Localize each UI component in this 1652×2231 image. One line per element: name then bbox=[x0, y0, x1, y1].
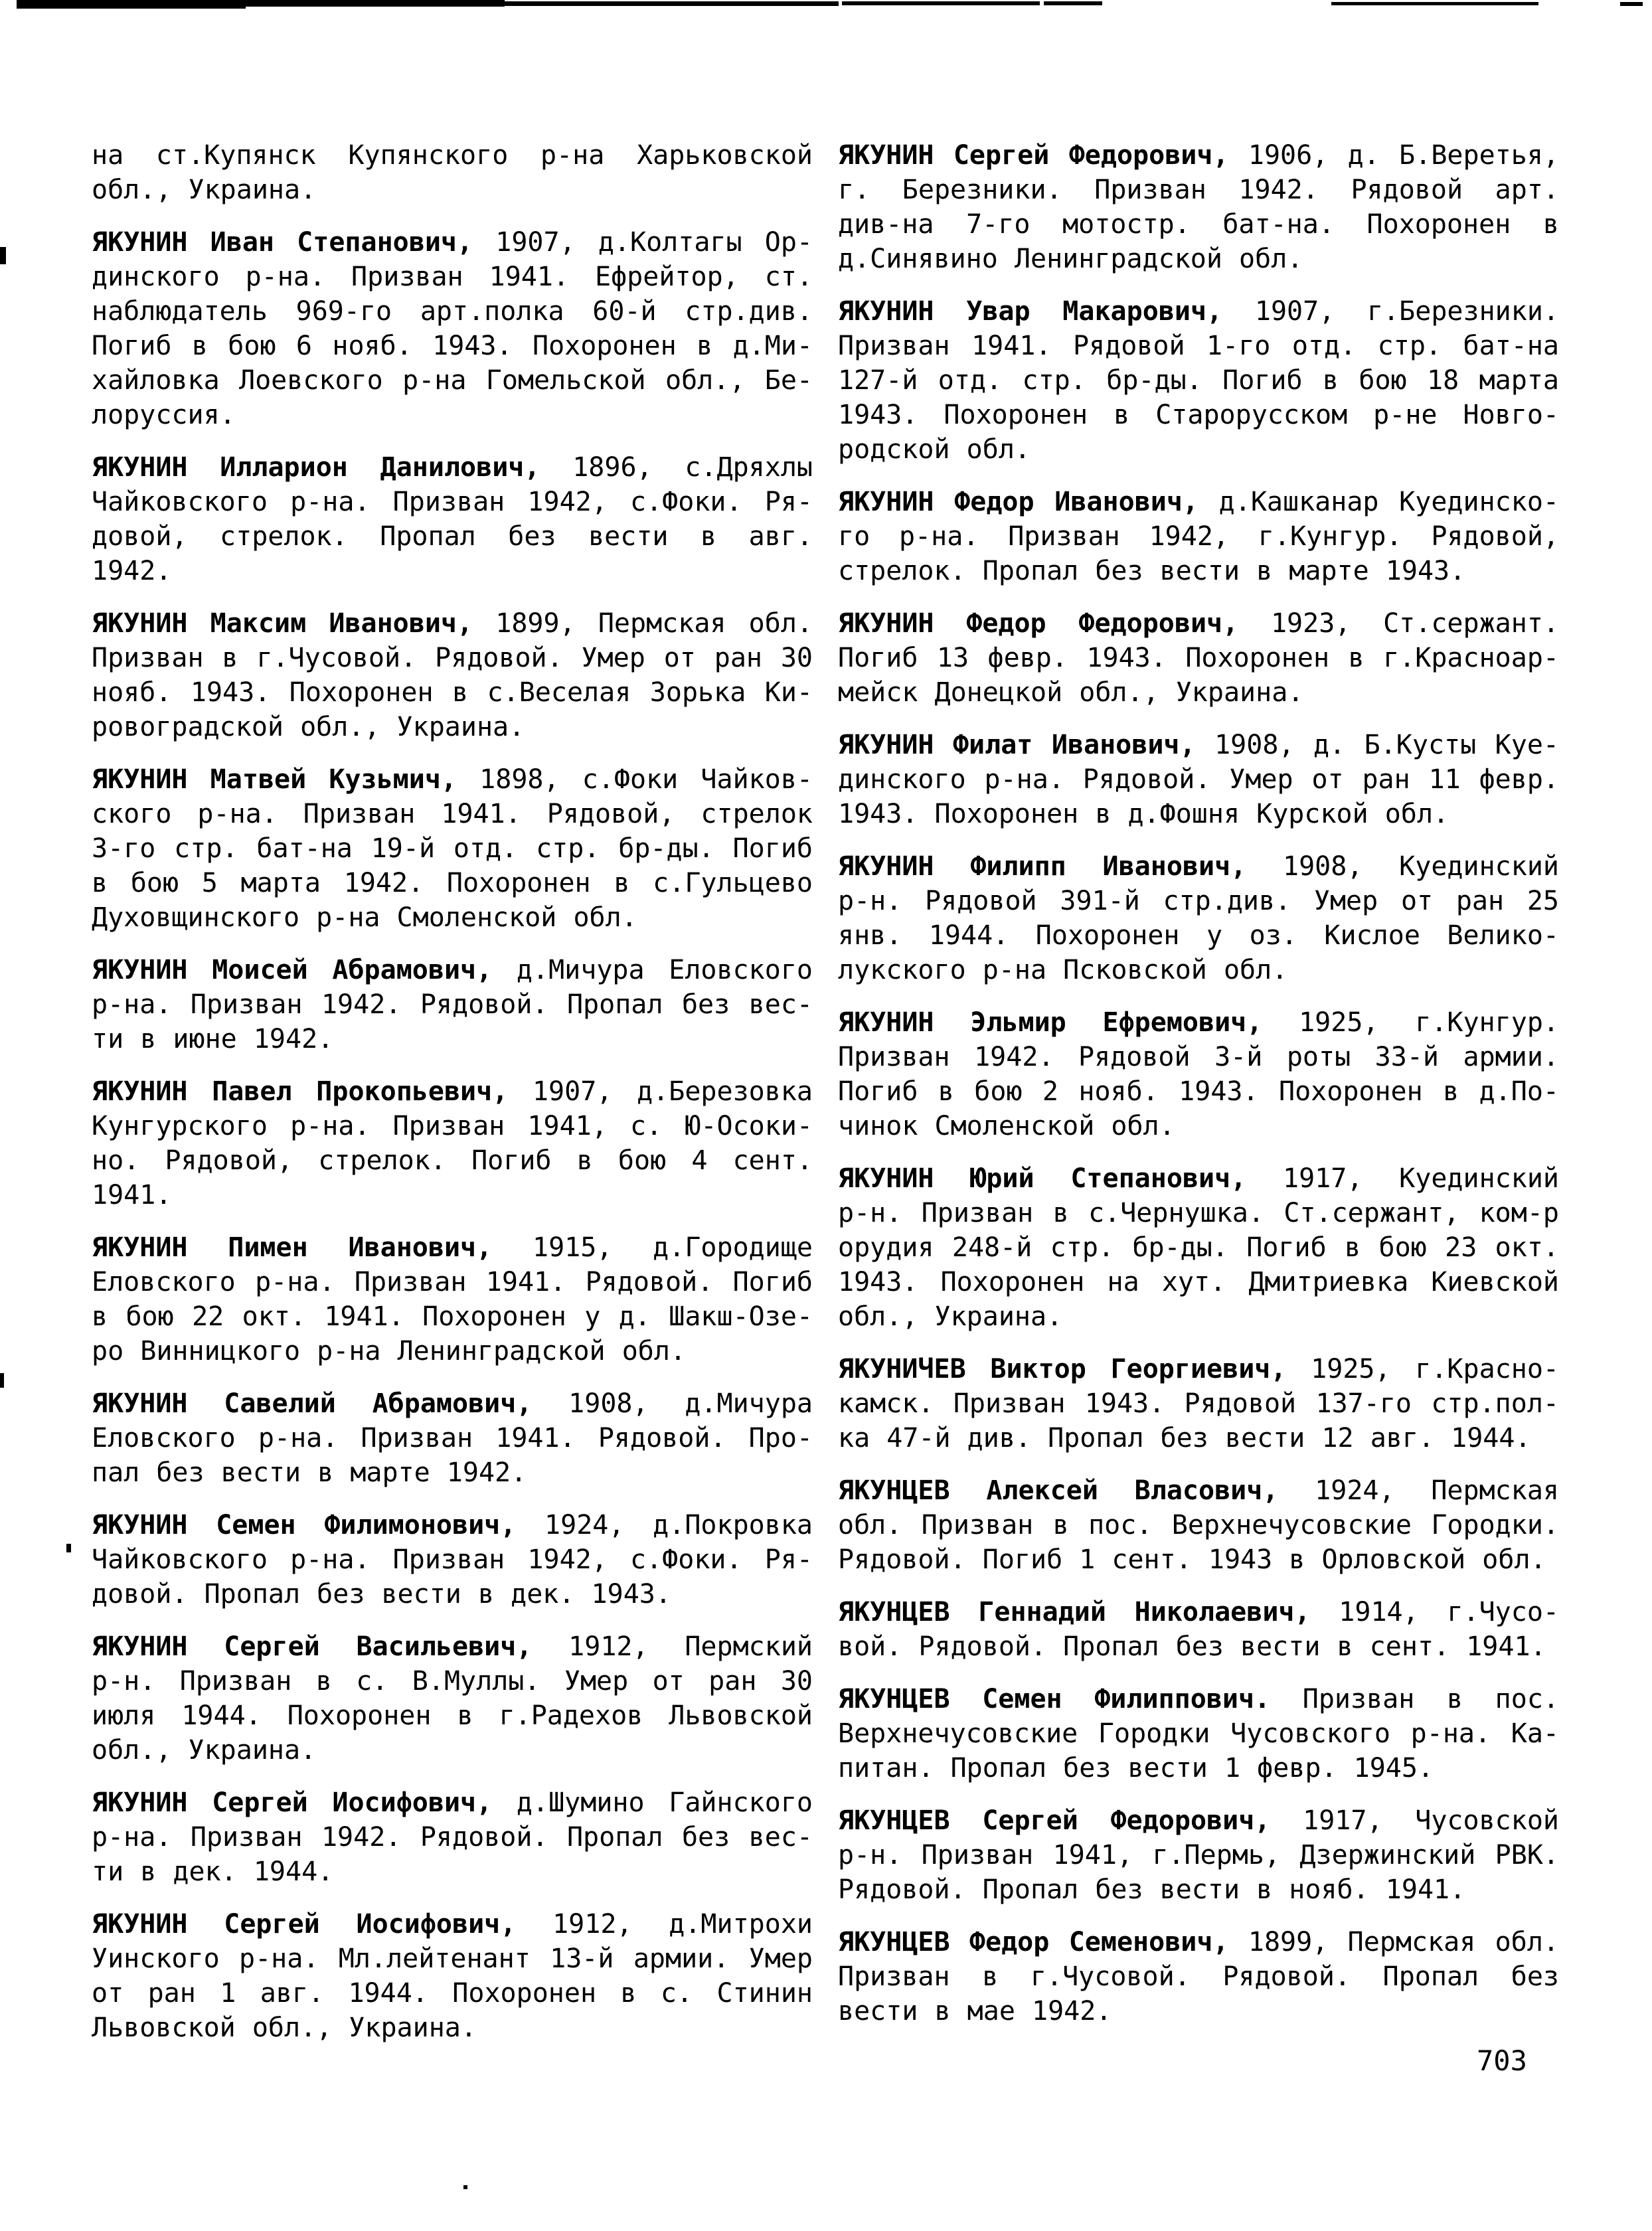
entry-line: Духовщинского р-на Смоленской обл. bbox=[92, 902, 637, 933]
memorial-entry bbox=[92, 953, 813, 1056]
memorial-entry bbox=[92, 1074, 813, 1212]
entry-surname: ЯКУНИН Увар Макарович, bbox=[838, 296, 1223, 327]
entry-first-line: ЯКУНИН Филипп Иванович, 1908, Куединский bbox=[838, 851, 1559, 882]
entry-line: обл., Украина. bbox=[838, 1301, 1063, 1332]
entry-line: в бою 5 марта 1942. Похоронен в с.Гульцево bbox=[92, 868, 813, 898]
entry-line: ро Винницкого р-на Ленинградской обл. bbox=[92, 1336, 687, 1366]
entry-surname: ЯКУНИН Моисей Абрамович, bbox=[92, 955, 493, 985]
entry-line: наблюдатель 969-го арт.полка 60-й стр.див. bbox=[92, 296, 813, 327]
entry-first-line: ЯКУНИН Эльмир Ефремович, 1925, г.Кунгур. bbox=[838, 1007, 1559, 1038]
entry-first-line: ЯКУНИН Сергей Иосифович, д.Шумино Гайнского bbox=[92, 1787, 813, 1818]
entry-surname: ЯКУНИН Павел Прокопьевич, bbox=[92, 1076, 509, 1107]
entry-first-line: ЯКУНИН Федор Федорович, 1923, Ст.сержант. bbox=[838, 608, 1559, 639]
memorial-entry bbox=[92, 225, 813, 432]
memorial-entry bbox=[838, 294, 1559, 467]
entry-line: г. Березники. Призван 1942. Рядовой арт. bbox=[838, 175, 1559, 205]
entry-line: динского р-на. Рядовой. Умер от ран 11 февр. bbox=[838, 764, 1559, 795]
entry-first-line: ЯКУНЦЕВ Федор Семенович, 1899, Пермская обл. bbox=[838, 1927, 1560, 1957]
entry-line: 1941. bbox=[92, 1180, 172, 1210]
entry-first-line: ЯКУНИН Увар Макарович, 1907, г.Березники. bbox=[838, 296, 1559, 327]
entry-line: вести в мае 1942. bbox=[838, 1996, 1112, 2026]
entry-line: Чайковского р-на. Призван 1942, с.Фоки. Ря- bbox=[92, 1544, 813, 1575]
entry-surname: ЯКУНИН Эльмир Ефремович, bbox=[838, 1007, 1263, 1038]
entry-line: Призван в г.Чусовой. Рядовой. Пропал без bbox=[838, 1961, 1559, 1992]
entry-line: орудия 248-й стр. бр-ды. Погиб в бою 23 окт. bbox=[838, 1232, 1559, 1263]
scan-artifact-bar bbox=[17, 0, 246, 9]
entry-line: д.Синявино Ленинградской обл. bbox=[838, 244, 1303, 274]
entry-line: го р-на. Призван 1942, г.Кунгур. Рядовой, bbox=[838, 521, 1559, 552]
entry-line: камск. Призван 1943. Рядовой 137-го стр.пол- bbox=[838, 1388, 1559, 1419]
entry-first-line: ЯКУНЦЕВ Геннадий Николаевич, 1914, г.Чусо- bbox=[838, 1597, 1559, 1627]
scan-artifact-bar bbox=[503, 1, 839, 6]
entry-surname: ЯКУНИН Пимен Иванович, bbox=[92, 1232, 493, 1263]
entry-first-line: ЯКУНИЧЕВ Виктор Георгиевич, 1925, г.Красно- bbox=[838, 1354, 1559, 1384]
entry-first-line: ЯКУНИН Федор Иванович, д.Кашканар Куединско- bbox=[838, 487, 1559, 517]
entry-line: Уинского р-на. Мл.лейтенант 13-й армии. Умер bbox=[92, 1943, 813, 1974]
entry-surname: ЯКУНИН Максим Иванович, bbox=[92, 608, 473, 639]
memorial-entry bbox=[838, 485, 1559, 588]
entry-line: ка 47-й див. Пропал без вести 12 авг. 1944. bbox=[838, 1423, 1531, 1453]
entry-first-line: ЯКУНИН Павел Прокопьевич, 1907, д.Березовка bbox=[92, 1076, 813, 1107]
scan-artifact-speck bbox=[0, 1373, 4, 1388]
entry-first-line: ЯКУНИН Максим Иванович, 1899, Пермская обл. bbox=[92, 608, 813, 639]
memorial-entry bbox=[92, 1629, 813, 1768]
entry-line: обл., Украина. bbox=[92, 1735, 317, 1766]
entry-line: р-н. Рядовой 391-й стр.див. Умер от ран 25 bbox=[838, 886, 1559, 916]
memorial-entry bbox=[838, 728, 1559, 831]
entry-line: див-на 7-го мотостр. бат-на. Похоронен в bbox=[838, 209, 1559, 240]
entry-line: мейск Донецкой обл., Украина. bbox=[838, 677, 1304, 708]
entry-line: Призван 1942. Рядовой 3-й роты 33-й армии. bbox=[838, 1042, 1559, 1072]
memorial-entry bbox=[838, 1473, 1559, 1577]
entry-line: пал без вести в марте 1942. bbox=[92, 1457, 527, 1488]
entry-line: Рядовой. Погиб 1 сент. 1943 в Орловской обл. bbox=[838, 1544, 1546, 1575]
memorial-entry bbox=[92, 1785, 813, 1889]
memorial-entry bbox=[92, 1907, 813, 2045]
memorial-entry bbox=[838, 1595, 1559, 1664]
entry-first-line: ЯКУНИН Иван Степанович, 1907, д.Колтагы Ор- bbox=[92, 227, 813, 258]
entry-line: 1942. bbox=[92, 556, 172, 586]
memorial-entry bbox=[838, 138, 1559, 276]
entry-surname: ЯКУНИН Иван Степанович, bbox=[92, 227, 473, 258]
entry-first-line: ЯКУНИН Пимен Иванович, 1915, д.Городище bbox=[92, 1232, 813, 1263]
entry-surname: ЯКУНИН Семен Филимонович, bbox=[92, 1510, 517, 1540]
entry-first-line: ЯКУНИН Сергей Иосифович, 1912, д.Митрохи bbox=[92, 1909, 813, 1940]
entry-line: Погиб в бою 6 нояб. 1943. Похоронен в д.Ми- bbox=[92, 331, 813, 361]
entry-line: 1943. Похоронен в д.Фошня Курской обл. bbox=[838, 799, 1449, 829]
entry-line: ти в июне 1942. bbox=[92, 1024, 334, 1054]
entry-line: Погиб в бою 2 нояб. 1943. Похоронен в д.По- bbox=[838, 1076, 1559, 1107]
entry-line: июля 1944. Похоронен в г.Радехов Львовской bbox=[92, 1700, 813, 1731]
entry-first-line: ЯКУНЦЕВ Алексей Власович, 1924, Пермская bbox=[838, 1475, 1559, 1506]
entry-line: обл., Украина. bbox=[92, 175, 317, 205]
entry-surname: ЯКУНИН Матвей Кузьмич, bbox=[92, 764, 457, 795]
entry-line: Верхнечусовские Городки Чусовского р-на. Ка- bbox=[838, 1718, 1559, 1749]
entry-surname: ЯКУНИН Федор Иванович, bbox=[838, 487, 1198, 517]
entry-line: обл. Призван в пос. Верхнечусовские Городки. bbox=[838, 1510, 1559, 1540]
memorial-entry bbox=[92, 1508, 813, 1611]
entry-line: р-на. Призван 1942. Рядовой. Пропал без вес- bbox=[92, 989, 813, 1020]
memorial-entry bbox=[838, 1161, 1559, 1334]
memorial-entry bbox=[92, 138, 813, 207]
entry-line: Призван в г.Чусовой. Рядовой. Умер от ран 30 bbox=[92, 643, 813, 673]
entry-line: лукского р-на Псковской обл. bbox=[838, 955, 1288, 985]
entry-first-line: ЯКУНЦЕВ Сергей Федорович, 1917, Чусовской bbox=[838, 1805, 1559, 1836]
entry-line: Еловского р-на. Призван 1941. Рядовой. Погиб bbox=[92, 1267, 813, 1297]
entry-surname: ЯКУНИН Илларион Данилович, bbox=[92, 452, 540, 483]
scan-artifact-bar bbox=[246, 0, 505, 7]
entry-line: 127-й отд. стр. бр-ды. Погиб в бою 18 марта bbox=[838, 365, 1559, 396]
scan-artifact-bar bbox=[842, 1, 1040, 5]
scan-artifact-bar bbox=[1044, 1, 1102, 5]
entry-line: вой. Рядовой. Пропал без вести в сент. 1941. bbox=[838, 1631, 1546, 1662]
entry-line: 1943. Похоронен в Старорусском р-не Новго- bbox=[838, 400, 1559, 430]
entry-line: лоруссия. bbox=[92, 400, 236, 430]
entry-line: чинок Смоленской обл. bbox=[838, 1111, 1175, 1141]
entry-surname: ЯКУНИН Федор Федорович, bbox=[838, 608, 1239, 639]
entry-line: родской обл. bbox=[838, 434, 1031, 465]
entry-line: от ран 1 авг. 1944. Похоронен в с. Стинин bbox=[92, 1978, 813, 2009]
memorial-entry bbox=[838, 1005, 1559, 1143]
memorial-entry bbox=[838, 1803, 1559, 1907]
entry-surname: ЯКУНИН Савелий Абрамович, bbox=[92, 1388, 533, 1419]
memorial-entry bbox=[838, 606, 1559, 710]
entry-surname: ЯКУНИН Филат Иванович, bbox=[838, 730, 1196, 760]
entry-line: р-н. Призван 1941, г.Пермь, Дзержинский РВК. bbox=[838, 1840, 1559, 1870]
entry-surname: ЯКУНЦЕВ Сергей Федорович, bbox=[838, 1805, 1271, 1836]
entry-first-line: ЯКУНИН Сергей Федорович, 1906, д. Б.Веретья, bbox=[838, 140, 1560, 171]
scan-artifact-speck bbox=[66, 1544, 71, 1552]
entry-first-line: ЯКУНИН Моисей Абрамович, д.Мичура Еловского bbox=[92, 955, 813, 985]
entry-line: динского р-на. Призван 1941. Ефрейтор, ст. bbox=[92, 262, 813, 292]
entry-first-line: на ст.Купянск Купянского р-на Харьковской bbox=[92, 140, 813, 171]
entry-line: р-н. Призван в с. В.Муллы. Умер от ран 30 bbox=[92, 1666, 813, 1696]
entry-surname: ЯКУНИН Сергей Иосифович, bbox=[92, 1787, 493, 1818]
memorial-entry bbox=[92, 606, 813, 744]
entry-line: р-н. Призван в с.Чернушка. Ст.сержант, ком-р bbox=[838, 1198, 1559, 1228]
entry-line: Рядовой. Пропал без вести в нояб. 1941. bbox=[838, 1874, 1466, 1905]
entry-first-line: ЯКУНИН Савелий Абрамович, 1908, д.Мичура bbox=[92, 1388, 813, 1419]
entry-surname: ЯКУНИН Сергей Федорович, bbox=[838, 140, 1229, 171]
entry-line: хайловка Лоевского р-на Гомельской обл., Бе- bbox=[92, 365, 813, 396]
entry-line: Погиб 13 февр. 1943. Похоронен в г.Красноар- bbox=[838, 643, 1559, 673]
memorial-entry bbox=[838, 1682, 1559, 1785]
entry-surname: ЯКУНИН Сергей Васильевич, bbox=[92, 1631, 533, 1662]
entry-first-line: ЯКУНИН Сергей Васильевич, 1912, Пермский bbox=[92, 1631, 813, 1662]
entry-line: довой. Пропал без вести в дек. 1943. bbox=[92, 1579, 671, 1610]
right-column bbox=[838, 138, 1559, 2028]
memorial-entry bbox=[838, 1352, 1559, 1455]
entry-surname: ЯКУНИН Филипп Иванович, bbox=[838, 851, 1247, 882]
entry-surname: ЯКУНИН Сергей Иосифович, bbox=[92, 1909, 517, 1940]
scan-artifact-speck bbox=[463, 2185, 467, 2189]
entry-line: нояб. 1943. Похоронен в с.Веселая Зорька Ки- bbox=[92, 677, 813, 708]
memorial-entry bbox=[92, 1230, 813, 1368]
scan-artifact-bar bbox=[1620, 2, 1643, 6]
entry-line: ти в дек. 1944. bbox=[92, 1857, 334, 1887]
entry-first-line: ЯКУНИН Матвей Кузьмич, 1898, с.Фоки Чайков- bbox=[92, 764, 813, 795]
scan-artifact-speck bbox=[0, 247, 6, 264]
memorial-entry bbox=[92, 450, 813, 588]
memorial-entry bbox=[838, 849, 1559, 987]
entry-surname: ЯКУНЦЕВ Геннадий Николаевич, bbox=[838, 1597, 1311, 1627]
entry-line: стрелок. Пропал без вести в марте 1943. bbox=[838, 556, 1466, 586]
entry-line: р-на. Призван 1942. Рядовой. Пропал без вес- bbox=[92, 1822, 813, 1853]
entry-line: Чайковского р-на. Призван 1942, с.Фоки. Ря- bbox=[92, 487, 813, 517]
memorial-entry bbox=[92, 762, 813, 935]
memorial-entry bbox=[92, 1386, 813, 1490]
entry-line: питан. Пропал без вести 1 февр. 1945. bbox=[838, 1753, 1434, 1783]
entry-line: довой, стрелок. Пропал без вести в авг. bbox=[92, 521, 813, 552]
entry-surname: ЯКУНЦЕВ Федор Семенович, bbox=[838, 1927, 1229, 1957]
scan-artifact-bar bbox=[1331, 2, 1538, 5]
entry-surname: ЯКУНЦЕВ Алексей Власович, bbox=[838, 1475, 1279, 1506]
entry-line: ровоградской обл., Украина. bbox=[92, 712, 525, 742]
entry-first-line: ЯКУНЦЕВ Семен Филиппович. Призван в пос. bbox=[838, 1684, 1559, 1714]
entry-surname: ЯКУНЦЕВ Семен Филиппович. bbox=[838, 1684, 1271, 1714]
entry-first-line: ЯКУНИН Юрий Степанович, 1917, Куединский bbox=[838, 1163, 1559, 1194]
entry-first-line: ЯКУНИН Илларион Данилович, 1896, с.Дряхлы bbox=[92, 452, 813, 483]
entry-first-line: ЯКУНИН Филат Иванович, 1908, д. Б.Кусты Куе- bbox=[838, 730, 1559, 760]
entry-line: 3-го стр. бат-на 19-й отд. стр. бр-ды. Погиб bbox=[92, 833, 813, 864]
entry-line: в бою 22 окт. 1941. Похоронен у д. Шакш-Озе- bbox=[92, 1301, 813, 1332]
left-column bbox=[92, 138, 813, 2045]
entry-line: 1943. Похоронен на хут. Дмитриевка Киевской bbox=[838, 1267, 1559, 1297]
entry-line: Призван 1941. Рядовой 1-го отд. стр. бат-на bbox=[838, 331, 1559, 361]
entry-surname: ЯКУНИЧЕВ Виктор Георгиевич, bbox=[838, 1354, 1287, 1384]
memorial-entry bbox=[838, 1925, 1559, 2028]
entry-line: Львовской обл., Украина. bbox=[92, 2013, 477, 2043]
page-number: 703 bbox=[1477, 2044, 1527, 2077]
entry-line: ского р-на. Призван 1941. Рядовой, стрелок bbox=[92, 799, 813, 829]
entry-line: Еловского р-на. Призван 1941. Рядовой. Про- bbox=[92, 1423, 813, 1453]
entry-surname: ЯКУНИН Юрий Степанович, bbox=[838, 1163, 1247, 1194]
entry-line: Кунгурского р-на. Призван 1941, с. Ю-Осоки- bbox=[92, 1111, 813, 1141]
entry-line: но. Рядовой, стрелок. Погиб в бою 4 сент. bbox=[92, 1145, 813, 1176]
entry-first-line: ЯКУНИН Семен Филимонович, 1924, д.Покровка bbox=[92, 1510, 813, 1540]
entry-line: янв. 1944. Похоронен у оз. Кислое Велико- bbox=[838, 920, 1559, 951]
